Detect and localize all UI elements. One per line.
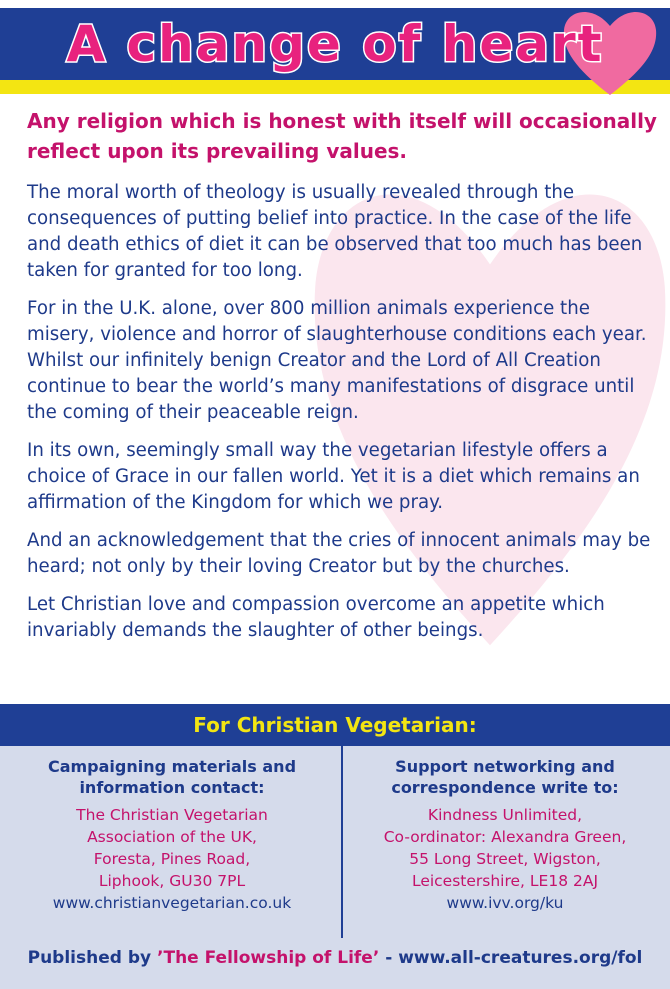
paragraph: And an acknowledgement that the cries of innocent animals may be heard; not only by their loving Creator but by the churches. [27, 530, 651, 577]
contact-panel [0, 704, 670, 989]
address-line: Foresta, Pines Road, [93, 850, 251, 868]
paragraph: In its own, seemingly small way the vegetarian lifestyle offers a choice of Grace in our fallen world. Yet it is a diet which remains an affirmation of the Kingdom for which we pray. [27, 440, 640, 513]
contact-heading: For Christian Vegetarian: [193, 713, 477, 737]
address-line: Leicestershire, LE18 2AJ [411, 872, 599, 890]
page-title: A change of heart [66, 15, 604, 73]
publisher-name: ’The Fellowship of Life’ [157, 948, 380, 968]
main-content [27, 106, 659, 656]
contact-left-column [12, 756, 332, 914]
address-line: 55 Long Street, Wigston, [409, 850, 601, 868]
contact-right-column [345, 756, 665, 914]
publisher-footer [0, 948, 670, 968]
website-link[interactable]: www.christianvegetarian.co.uk [52, 894, 292, 912]
website-link[interactable]: www.ivv.org/ku [446, 894, 564, 912]
address-line: Association of the UK, [87, 828, 257, 846]
paragraph: For in the U.K. alone, over 800 million animals experience the misery, violence and horror of slaughterhouse conditions each year. Whilst our infinitely benign Creator and the Lord of All Creation continue to bear the world’s many manifestations of disgrace until the coming of their peaceable reign. [27, 298, 647, 423]
address-line: Liphook, GU30 7PL [98, 872, 246, 890]
left-column-title: Campaigning materials and information contact: [47, 757, 297, 797]
paragraph: The moral worth of theology is usually revealed through the consequences of putting belief into practice. In the case of the life and death ethics of diet it can be observed that too much has been taken for granted for too long. [27, 182, 643, 281]
footer-prefix: Published by [27, 948, 158, 968]
right-column-title: Support networking and correspondence write to: [391, 757, 619, 797]
column-divider [341, 746, 343, 938]
footer-link[interactable]: - www.all-creatures.org/fol [379, 948, 643, 968]
lead-text: Any religion which is honest with itself will occasionally reflect upon its prevailing values. [27, 109, 657, 163]
address-line: Kindness Unlimited, [427, 806, 583, 824]
address-line: The Christian Vegetarian [76, 806, 268, 824]
address-line: Co-ordinator: Alexandra Green, [383, 828, 627, 846]
paragraph: Let Christian love and compassion overcome an appetite which invariably demands the slaughter of other beings. [27, 594, 605, 641]
